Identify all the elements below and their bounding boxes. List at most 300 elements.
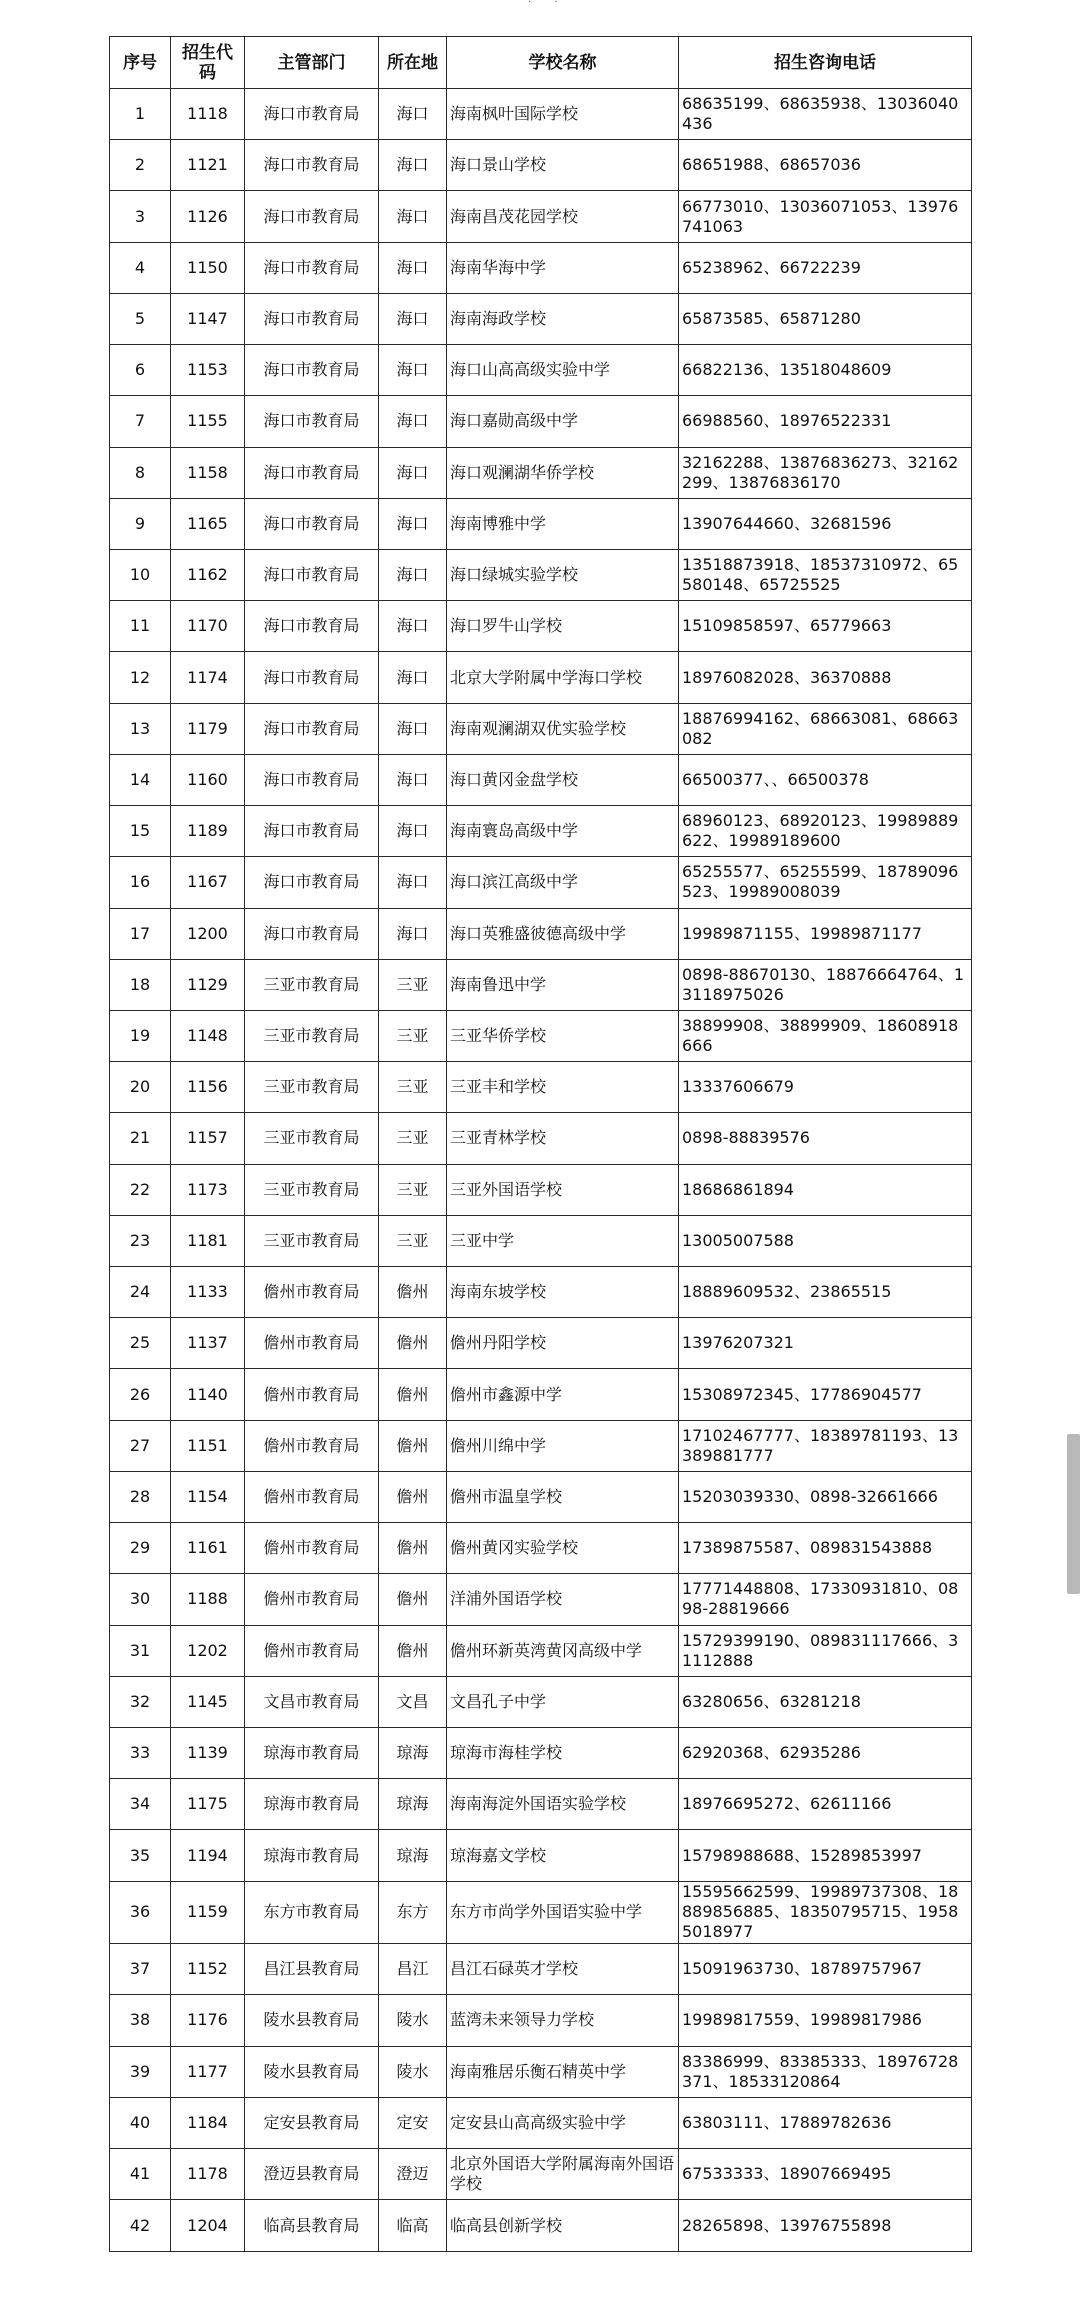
header-dept: 主管部门 <box>245 37 379 89</box>
table-row <box>110 191 972 242</box>
page-top-mark: · · <box>528 0 568 8</box>
cell-school: 北京大学附属中学海口学校 <box>447 652 679 703</box>
cell-dept: 三亚市教育局 <box>245 1164 379 1215</box>
cell-phone: 19989871155、19989871177 <box>679 908 972 959</box>
cell-location: 临高 <box>379 2200 447 2252</box>
cell-code: 1139 <box>171 1728 245 1779</box>
cell-code: 1179 <box>171 703 245 754</box>
cell-location: 陵水 <box>379 1995 447 2046</box>
cell-no: 14 <box>110 754 171 805</box>
cell-school: 海南寰岛高级中学 <box>447 806 679 857</box>
cell-dept: 海口市教育局 <box>245 191 379 242</box>
cell-dept: 海口市教育局 <box>245 754 379 805</box>
cell-school: 三亚丰和学校 <box>447 1062 679 1113</box>
cell-phone: 17389875587、089831543888 <box>679 1523 972 1574</box>
cell-location: 儋州 <box>379 1420 447 1471</box>
cell-school: 儋州丹阳学校 <box>447 1318 679 1369</box>
cell-no: 34 <box>110 1779 171 1830</box>
cell-location: 海口 <box>379 191 447 242</box>
cell-code: 1121 <box>171 140 245 191</box>
cell-location: 东方 <box>379 1881 447 1944</box>
cell-dept: 定安县教育局 <box>245 2097 379 2148</box>
cell-no: 11 <box>110 601 171 652</box>
header-code: 招生代码 <box>171 37 245 89</box>
cell-no: 2 <box>110 140 171 191</box>
cell-code: 1147 <box>171 293 245 344</box>
table-row <box>110 1318 972 1369</box>
cell-dept: 海口市教育局 <box>245 89 379 140</box>
cell-dept: 东方市教育局 <box>245 1881 379 1944</box>
cell-phone: 13907644660、32681596 <box>679 498 972 549</box>
cell-code: 1156 <box>171 1062 245 1113</box>
cell-dept: 澄迈县教育局 <box>245 2149 379 2200</box>
cell-phone: 68960123、68920123、19989889622、19989189600 <box>679 806 972 857</box>
cell-phone: 18976082028、36370888 <box>679 652 972 703</box>
cell-location: 儋州 <box>379 1369 447 1420</box>
cell-phone: 66988560、18976522331 <box>679 396 972 447</box>
cell-code: 1159 <box>171 1881 245 1944</box>
cell-code: 1176 <box>171 1995 245 2046</box>
table-row <box>110 1369 972 1420</box>
cell-phone: 18876994162、68663081、68663082 <box>679 703 972 754</box>
cell-dept: 海口市教育局 <box>245 293 379 344</box>
cell-no: 17 <box>110 908 171 959</box>
cell-phone: 18976695272、62611166 <box>679 1779 972 1830</box>
cell-no: 35 <box>110 1830 171 1881</box>
cell-phone: 66773010、13036071053、13976741063 <box>679 191 972 242</box>
cell-dept: 三亚市教育局 <box>245 959 379 1010</box>
cell-dept: 琼海市教育局 <box>245 1830 379 1881</box>
table-row <box>110 754 972 805</box>
cell-dept: 昌江县教育局 <box>245 1944 379 1995</box>
cell-location: 海口 <box>379 396 447 447</box>
cell-phone: 63280656、63281218 <box>679 1676 972 1727</box>
cell-code: 1160 <box>171 754 245 805</box>
table-row <box>110 1164 972 1215</box>
cell-dept: 三亚市教育局 <box>245 1062 379 1113</box>
cell-school: 海口黄冈金盘学校 <box>447 754 679 805</box>
cell-code: 1150 <box>171 242 245 293</box>
cell-location: 海口 <box>379 652 447 703</box>
cell-dept: 陵水县教育局 <box>245 2046 379 2097</box>
cell-no: 27 <box>110 1420 171 1471</box>
cell-dept: 临高县教育局 <box>245 2200 379 2252</box>
cell-school: 海口罗牛山学校 <box>447 601 679 652</box>
cell-location: 儋州 <box>379 1267 447 1318</box>
cell-code: 1189 <box>171 806 245 857</box>
cell-dept: 三亚市教育局 <box>245 1215 379 1266</box>
cell-no: 22 <box>110 1164 171 1215</box>
cell-code: 1178 <box>171 2149 245 2200</box>
cell-code: 1188 <box>171 1574 245 1625</box>
cell-code: 1154 <box>171 1471 245 1522</box>
cell-dept: 海口市教育局 <box>245 242 379 293</box>
cell-dept: 琼海市教育局 <box>245 1779 379 1830</box>
cell-dept: 海口市教育局 <box>245 396 379 447</box>
cell-phone: 66500377、、66500378 <box>679 754 972 805</box>
cell-no: 4 <box>110 242 171 293</box>
table-row <box>110 1523 972 1574</box>
table-row <box>110 1215 972 1266</box>
table-header-row <box>110 37 972 89</box>
cell-location: 儋州 <box>379 1523 447 1574</box>
cell-school: 海南华海中学 <box>447 242 679 293</box>
cell-location: 昌江 <box>379 1944 447 1995</box>
cell-code: 1174 <box>171 652 245 703</box>
cell-no: 26 <box>110 1369 171 1420</box>
cell-location: 琼海 <box>379 1728 447 1779</box>
cell-dept: 文昌市教育局 <box>245 1676 379 1727</box>
table-row <box>110 1779 972 1830</box>
cell-no: 20 <box>110 1062 171 1113</box>
cell-no: 6 <box>110 345 171 396</box>
table-row <box>110 806 972 857</box>
cell-code: 1162 <box>171 549 245 600</box>
header-phone: 招生咨询电话 <box>679 37 972 89</box>
cell-location: 海口 <box>379 908 447 959</box>
cell-school: 三亚华侨学校 <box>447 1010 679 1061</box>
cell-phone: 15308972345、17786904577 <box>679 1369 972 1420</box>
cell-dept: 海口市教育局 <box>245 908 379 959</box>
cell-school: 海口嘉勋高级中学 <box>447 396 679 447</box>
table-row <box>110 1728 972 1779</box>
cell-school: 海口景山学校 <box>447 140 679 191</box>
cell-phone: 15203039330、0898-32661666 <box>679 1471 972 1522</box>
cell-school: 蓝湾未来领导力学校 <box>447 1995 679 2046</box>
cell-phone: 0898-88670130、18876664764、13118975026 <box>679 959 972 1010</box>
cell-location: 三亚 <box>379 1164 447 1215</box>
cell-no: 30 <box>110 1574 171 1625</box>
cell-code: 1204 <box>171 2200 245 2252</box>
cell-no: 15 <box>110 806 171 857</box>
cell-location: 海口 <box>379 703 447 754</box>
cell-location: 海口 <box>379 89 447 140</box>
cell-phone: 65255577、65255599、18789096523、19989008039 <box>679 857 972 908</box>
cell-location: 三亚 <box>379 959 447 1010</box>
table-row <box>110 89 972 140</box>
cell-phone: 17771448808、17330931810、0898-28819666 <box>679 1574 972 1625</box>
cell-no: 33 <box>110 1728 171 1779</box>
cell-no: 9 <box>110 498 171 549</box>
cell-school: 海南枫叶国际学校 <box>447 89 679 140</box>
cell-location: 琼海 <box>379 1830 447 1881</box>
cell-location: 海口 <box>379 140 447 191</box>
cell-phone: 68651988、68657036 <box>679 140 972 191</box>
cell-no: 23 <box>110 1215 171 1266</box>
table-row <box>110 2200 972 2252</box>
cell-code: 1161 <box>171 1523 245 1574</box>
cell-school: 海南博雅中学 <box>447 498 679 549</box>
table-row <box>110 1010 972 1061</box>
cell-phone: 13976207321 <box>679 1318 972 1369</box>
cell-no: 3 <box>110 191 171 242</box>
cell-dept: 海口市教育局 <box>245 345 379 396</box>
cell-phone: 32162288、13876836273、32162299、13876836170 <box>679 447 972 498</box>
cell-code: 1118 <box>171 89 245 140</box>
table-row <box>110 2046 972 2097</box>
cell-location: 儋州 <box>379 1625 447 1676</box>
cell-location: 海口 <box>379 498 447 549</box>
cell-code: 1129 <box>171 959 245 1010</box>
table-row <box>110 549 972 600</box>
cell-school: 洋浦外国语学校 <box>447 1574 679 1625</box>
cell-school: 海口观澜湖华侨学校 <box>447 447 679 498</box>
cell-no: 38 <box>110 1995 171 2046</box>
cell-school: 海南海政学校 <box>447 293 679 344</box>
cell-phone: 15595662599、19989737308、18889856885、18350795715、19585018977 <box>679 1881 972 1944</box>
cell-code: 1153 <box>171 345 245 396</box>
cell-code: 1152 <box>171 1944 245 1995</box>
cell-location: 海口 <box>379 549 447 600</box>
cell-location: 儋州 <box>379 1318 447 1369</box>
cell-phone: 28265898、13976755898 <box>679 2200 972 2252</box>
cell-location: 三亚 <box>379 1113 447 1164</box>
cell-school: 儋州黄冈实验学校 <box>447 1523 679 1574</box>
table-row <box>110 1420 972 1471</box>
cell-no: 37 <box>110 1944 171 1995</box>
cell-no: 31 <box>110 1625 171 1676</box>
cell-code: 1140 <box>171 1369 245 1420</box>
table-row <box>110 1676 972 1727</box>
cell-no: 24 <box>110 1267 171 1318</box>
cell-code: 1181 <box>171 1215 245 1266</box>
table-row <box>110 293 972 344</box>
table-row <box>110 2149 972 2200</box>
cell-code: 1167 <box>171 857 245 908</box>
cell-code: 1145 <box>171 1676 245 1727</box>
cell-school: 儋州环新英湾黄冈高级中学 <box>447 1625 679 1676</box>
cell-no: 39 <box>110 2046 171 2097</box>
cell-location: 海口 <box>379 754 447 805</box>
cell-no: 1 <box>110 89 171 140</box>
cell-phone: 0898-88839576 <box>679 1113 972 1164</box>
cell-location: 海口 <box>379 293 447 344</box>
cell-school: 海南雅居乐衡石精英中学 <box>447 2046 679 2097</box>
table-row <box>110 652 972 703</box>
cell-phone: 13518873918、18537310972、65580148、65725525 <box>679 549 972 600</box>
cell-school: 海南昌茂花园学校 <box>447 191 679 242</box>
cell-phone: 13337606679 <box>679 1062 972 1113</box>
cell-no: 5 <box>110 293 171 344</box>
cell-dept: 海口市教育局 <box>245 806 379 857</box>
cell-dept: 海口市教育局 <box>245 140 379 191</box>
cell-school: 海口山高高级实验中学 <box>447 345 679 396</box>
cell-school: 文昌孔子中学 <box>447 1676 679 1727</box>
cell-school: 琼海嘉文学校 <box>447 1830 679 1881</box>
cell-no: 7 <box>110 396 171 447</box>
cell-dept: 儋州市教育局 <box>245 1318 379 1369</box>
cell-no: 8 <box>110 447 171 498</box>
cell-location: 儋州 <box>379 1574 447 1625</box>
cell-phone: 66822136、13518048609 <box>679 345 972 396</box>
cell-phone: 19989817559、19989817986 <box>679 1995 972 2046</box>
cell-code: 1173 <box>171 1164 245 1215</box>
cell-school: 海口英雅盛彼德高级中学 <box>447 908 679 959</box>
cell-school: 海口滨江高级中学 <box>447 857 679 908</box>
cell-school: 琼海市海桂学校 <box>447 1728 679 1779</box>
table-row <box>110 1944 972 1995</box>
cell-school: 海南东坡学校 <box>447 1267 679 1318</box>
cell-no: 18 <box>110 959 171 1010</box>
cell-code: 1158 <box>171 447 245 498</box>
cell-phone: 63803111、17889782636 <box>679 2097 972 2148</box>
table-body <box>110 89 972 2252</box>
cell-no: 40 <box>110 2097 171 2148</box>
cell-phone: 18889609532、23865515 <box>679 1267 972 1318</box>
cell-dept: 海口市教育局 <box>245 549 379 600</box>
scrollbar[interactable] <box>1067 1434 1080 1594</box>
cell-code: 1151 <box>171 1420 245 1471</box>
cell-code: 1184 <box>171 2097 245 2148</box>
table-row <box>110 396 972 447</box>
table-row <box>110 703 972 754</box>
table-row <box>110 1881 972 1944</box>
cell-school: 定安县山高高级实验中学 <box>447 2097 679 2148</box>
cell-code: 1137 <box>171 1318 245 1369</box>
cell-school: 昌江石碌英才学校 <box>447 1944 679 1995</box>
cell-code: 1177 <box>171 2046 245 2097</box>
cell-no: 32 <box>110 1676 171 1727</box>
cell-school: 儋州川绵中学 <box>447 1420 679 1471</box>
cell-phone: 17102467777、18389781193、13389881777 <box>679 1420 972 1471</box>
cell-school: 海口绿城实验学校 <box>447 549 679 600</box>
table-row <box>110 242 972 293</box>
cell-location: 海口 <box>379 601 447 652</box>
table-row <box>110 2097 972 2148</box>
cell-phone: 15798988688、15289853997 <box>679 1830 972 1881</box>
cell-phone: 15109858597、65779663 <box>679 601 972 652</box>
cell-school: 儋州市温皇学校 <box>447 1471 679 1522</box>
cell-phone: 38899908、38899909、18608918666 <box>679 1010 972 1061</box>
table-row <box>110 447 972 498</box>
cell-dept: 海口市教育局 <box>245 652 379 703</box>
cell-location: 文昌 <box>379 1676 447 1727</box>
cell-school: 三亚青林学校 <box>447 1113 679 1164</box>
cell-no: 10 <box>110 549 171 600</box>
cell-location: 陵水 <box>379 2046 447 2097</box>
cell-location: 澄迈 <box>379 2149 447 2200</box>
cell-no: 21 <box>110 1113 171 1164</box>
header-school: 学校名称 <box>447 37 679 89</box>
cell-location: 海口 <box>379 345 447 396</box>
cell-location: 三亚 <box>379 1010 447 1061</box>
cell-no: 25 <box>110 1318 171 1369</box>
cell-school: 东方市尚学外国语实验中学 <box>447 1881 679 1944</box>
cell-dept: 儋州市教育局 <box>245 1574 379 1625</box>
cell-code: 1157 <box>171 1113 245 1164</box>
cell-phone: 83386999、83385333、18976728371、18533120864 <box>679 2046 972 2097</box>
cell-dept: 儋州市教育局 <box>245 1625 379 1676</box>
cell-location: 海口 <box>379 447 447 498</box>
cell-school: 海南鲁迅中学 <box>447 959 679 1010</box>
cell-phone: 18686861894 <box>679 1164 972 1215</box>
table-row <box>110 1471 972 1522</box>
cell-no: 42 <box>110 2200 171 2252</box>
cell-dept: 三亚市教育局 <box>245 1113 379 1164</box>
cell-code: 1194 <box>171 1830 245 1881</box>
table-row <box>110 1625 972 1676</box>
cell-code: 1148 <box>171 1010 245 1061</box>
table-row <box>110 601 972 652</box>
table-row <box>110 345 972 396</box>
cell-no: 28 <box>110 1471 171 1522</box>
cell-dept: 三亚市教育局 <box>245 1010 379 1061</box>
cell-dept: 儋州市教育局 <box>245 1267 379 1318</box>
cell-dept: 儋州市教育局 <box>245 1420 379 1471</box>
cell-school: 海南观澜湖双优实验学校 <box>447 703 679 754</box>
cell-location: 海口 <box>379 857 447 908</box>
table-row <box>110 1995 972 2046</box>
cell-dept: 海口市教育局 <box>245 498 379 549</box>
cell-dept: 陵水县教育局 <box>245 1995 379 2046</box>
cell-phone: 65873585、65871280 <box>679 293 972 344</box>
cell-dept: 海口市教育局 <box>245 857 379 908</box>
cell-location: 三亚 <box>379 1062 447 1113</box>
table-row <box>110 1113 972 1164</box>
cell-no: 41 <box>110 2149 171 2200</box>
cell-dept: 儋州市教育局 <box>245 1369 379 1420</box>
cell-code: 1133 <box>171 1267 245 1318</box>
cell-school: 海南海淀外国语实验学校 <box>447 1779 679 1830</box>
cell-dept: 儋州市教育局 <box>245 1471 379 1522</box>
table-row <box>110 857 972 908</box>
cell-no: 29 <box>110 1523 171 1574</box>
table-row <box>110 1574 972 1625</box>
cell-phone: 62920368、62935286 <box>679 1728 972 1779</box>
cell-dept: 琼海市教育局 <box>245 1728 379 1779</box>
cell-school: 临高县创新学校 <box>447 2200 679 2252</box>
cell-school: 儋州市鑫源中学 <box>447 1369 679 1420</box>
table-row <box>110 908 972 959</box>
cell-school: 三亚外国语学校 <box>447 1164 679 1215</box>
cell-no: 16 <box>110 857 171 908</box>
table-row <box>110 140 972 191</box>
header-location: 所在地 <box>379 37 447 89</box>
cell-code: 1126 <box>171 191 245 242</box>
cell-no: 36 <box>110 1881 171 1944</box>
cell-code: 1165 <box>171 498 245 549</box>
cell-location: 三亚 <box>379 1215 447 1266</box>
table-row <box>110 959 972 1010</box>
enrollment-table <box>109 36 972 2252</box>
cell-location: 儋州 <box>379 1471 447 1522</box>
cell-location: 定安 <box>379 2097 447 2148</box>
table-row <box>110 1267 972 1318</box>
cell-code: 1155 <box>171 396 245 447</box>
cell-location: 琼海 <box>379 1779 447 1830</box>
table-row <box>110 498 972 549</box>
cell-phone: 13005007588 <box>679 1215 972 1266</box>
cell-dept: 海口市教育局 <box>245 447 379 498</box>
cell-location: 海口 <box>379 242 447 293</box>
cell-code: 1200 <box>171 908 245 959</box>
cell-dept: 海口市教育局 <box>245 703 379 754</box>
table-row <box>110 1830 972 1881</box>
cell-phone: 65238962、66722239 <box>679 242 972 293</box>
cell-code: 1175 <box>171 1779 245 1830</box>
cell-no: 13 <box>110 703 171 754</box>
cell-code: 1170 <box>171 601 245 652</box>
cell-phone: 68635199、68635938、13036040436 <box>679 89 972 140</box>
cell-phone: 15729399190、089831117666、31112888 <box>679 1625 972 1676</box>
cell-school: 北京外国语大学附属海南外国语学校 <box>447 2149 679 2200</box>
cell-location: 海口 <box>379 806 447 857</box>
cell-dept: 儋州市教育局 <box>245 1523 379 1574</box>
cell-code: 1202 <box>171 1625 245 1676</box>
header-no: 序号 <box>110 37 171 89</box>
cell-no: 19 <box>110 1010 171 1061</box>
cell-no: 12 <box>110 652 171 703</box>
